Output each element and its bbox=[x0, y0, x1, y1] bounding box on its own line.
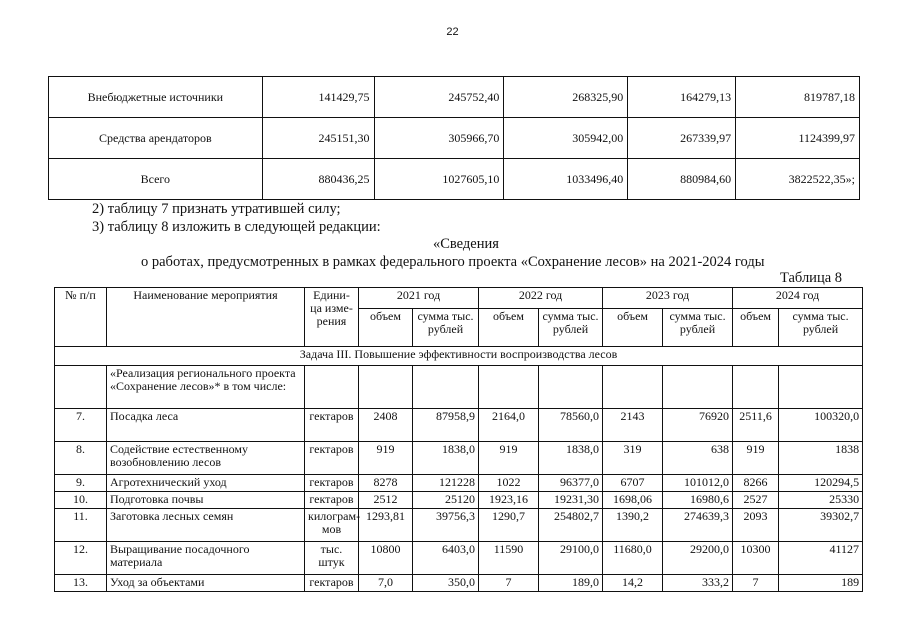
row-name: Подготовка почвы bbox=[107, 492, 305, 509]
row-sum: 1838 bbox=[779, 442, 863, 475]
funding-value: 880436,25 bbox=[262, 159, 374, 200]
row-volume: 2527 bbox=[733, 492, 779, 509]
row-volume: 11680,0 bbox=[603, 542, 663, 575]
row-sum: 100320,0 bbox=[779, 409, 863, 442]
funding-value: 245151,30 bbox=[262, 118, 374, 159]
empty-cell bbox=[539, 366, 603, 409]
page-number: 22 bbox=[446, 26, 459, 38]
row-name: Содействие естественному возобновлению лесов bbox=[107, 442, 305, 475]
table-label: Таблица 8 bbox=[780, 270, 843, 286]
row-num: 12. bbox=[55, 542, 107, 575]
row-sum: 189,0 bbox=[539, 575, 603, 592]
header-volume: объем bbox=[359, 308, 413, 346]
row-sum: 39756,3 bbox=[413, 509, 479, 542]
row-sum: 41127 bbox=[779, 542, 863, 575]
row-volume: 2093 bbox=[733, 509, 779, 542]
works-table bbox=[54, 287, 863, 592]
row-volume: 319 bbox=[603, 442, 663, 475]
header-sum: сумма тыс. рублей bbox=[663, 308, 733, 346]
table-title-line2: о работах, предусмотренных в рамках федерального проекта «Сохранение лесов» на 2021-2024 годы bbox=[141, 254, 765, 270]
header-sum: сумма тыс. рублей bbox=[539, 308, 603, 346]
row-volume: 6707 bbox=[603, 475, 663, 492]
row-volume: 1698,06 bbox=[603, 492, 663, 509]
paragraph-table7: 2) таблицу 7 признать утратившей силу; bbox=[92, 201, 341, 217]
row-volume: 1923,16 bbox=[479, 492, 539, 509]
header-year-2022: 2022 год bbox=[479, 288, 603, 309]
row-sum: 638 bbox=[663, 442, 733, 475]
intro-num-cell bbox=[55, 366, 107, 409]
row-unit: тыс. штук bbox=[305, 542, 359, 575]
funding-value: 1124399,97 bbox=[736, 118, 860, 159]
header-volume: объем bbox=[603, 308, 663, 346]
row-num: 13. bbox=[55, 575, 107, 592]
empty-cell bbox=[413, 366, 479, 409]
row-sum: 87958,9 bbox=[413, 409, 479, 442]
empty-cell bbox=[779, 366, 863, 409]
table-row bbox=[55, 492, 863, 509]
table-row bbox=[55, 409, 863, 442]
row-volume: 7 bbox=[479, 575, 539, 592]
row-num: 9. bbox=[55, 475, 107, 492]
funding-label: Всего bbox=[49, 159, 263, 200]
row-unit: гектаров bbox=[305, 409, 359, 442]
row-volume: 919 bbox=[479, 442, 539, 475]
row-name: Заготовка лесных семян bbox=[107, 509, 305, 542]
row-volume: 14,2 bbox=[603, 575, 663, 592]
row-volume: 2512 bbox=[359, 492, 413, 509]
row-num: 10. bbox=[55, 492, 107, 509]
row-volume: 2408 bbox=[359, 409, 413, 442]
row-sum: 39302,7 bbox=[779, 509, 863, 542]
row-sum: 6403,0 bbox=[413, 542, 479, 575]
row-volume: 11590 bbox=[479, 542, 539, 575]
row-volume: 1290,7 bbox=[479, 509, 539, 542]
row-volume: 1022 bbox=[479, 475, 539, 492]
funding-table bbox=[48, 76, 860, 200]
row-sum: 19231,30 bbox=[539, 492, 603, 509]
row-volume: 2164,0 bbox=[479, 409, 539, 442]
header-unit: Едини- ца изме- рения bbox=[305, 288, 359, 347]
section-heading: Задача III. Повышение эффективности воспроизводства лесов bbox=[55, 347, 863, 366]
row-sum: 16980,6 bbox=[663, 492, 733, 509]
row-unit: гектаров bbox=[305, 442, 359, 475]
table-row bbox=[55, 575, 863, 592]
row-num: 8. bbox=[55, 442, 107, 475]
row-sum: 29100,0 bbox=[539, 542, 603, 575]
row-sum: 1838,0 bbox=[413, 442, 479, 475]
row-sum: 274639,3 bbox=[663, 509, 733, 542]
row-volume: 1293,81 bbox=[359, 509, 413, 542]
row-sum: 333,2 bbox=[663, 575, 733, 592]
row-unit: гектаров bbox=[305, 575, 359, 592]
empty-cell bbox=[479, 366, 539, 409]
row-sum: 25120 bbox=[413, 492, 479, 509]
header-volume: объем bbox=[733, 308, 779, 346]
row-num: 11. bbox=[55, 509, 107, 542]
header-name: Наименование мероприятия bbox=[107, 288, 305, 347]
table-row bbox=[55, 475, 863, 492]
row-volume: 10300 bbox=[733, 542, 779, 575]
funding-row bbox=[49, 159, 860, 200]
funding-value: 1033496,40 bbox=[504, 159, 628, 200]
row-volume: 2511,6 bbox=[733, 409, 779, 442]
row-sum: 96377,0 bbox=[539, 475, 603, 492]
table-title-line1: «Сведения bbox=[433, 236, 499, 252]
funding-row bbox=[49, 118, 860, 159]
row-sum: 76920 bbox=[663, 409, 733, 442]
header-sum: сумма тыс. рублей bbox=[779, 308, 863, 346]
header-num: № п/п bbox=[55, 288, 107, 347]
funding-value: 3822522,35»; bbox=[736, 159, 860, 200]
empty-cell bbox=[305, 366, 359, 409]
funding-row bbox=[49, 77, 860, 118]
row-sum: 120294,5 bbox=[779, 475, 863, 492]
row-volume: 10800 bbox=[359, 542, 413, 575]
table-row bbox=[55, 442, 863, 475]
table-row bbox=[55, 509, 863, 542]
row-volume: 7,0 bbox=[359, 575, 413, 592]
row-sum: 25330 bbox=[779, 492, 863, 509]
row-sum: 350,0 bbox=[413, 575, 479, 592]
row-sum: 189 bbox=[779, 575, 863, 592]
header-year-2023: 2023 год bbox=[603, 288, 733, 309]
funding-value: 305966,70 bbox=[374, 118, 504, 159]
funding-label: Средства арендаторов bbox=[49, 118, 263, 159]
funding-value: 305942,00 bbox=[504, 118, 628, 159]
row-unit: гектаров bbox=[305, 475, 359, 492]
row-volume: 919 bbox=[359, 442, 413, 475]
row-unit: килограм- мов bbox=[305, 509, 359, 542]
row-volume: 2143 bbox=[603, 409, 663, 442]
row-volume: 919 bbox=[733, 442, 779, 475]
row-num: 7. bbox=[55, 409, 107, 442]
funding-value: 268325,90 bbox=[504, 77, 628, 118]
funding-label: Внебюджетные источники bbox=[49, 77, 263, 118]
row-sum: 254802,7 bbox=[539, 509, 603, 542]
empty-cell bbox=[359, 366, 413, 409]
funding-value: 164279,13 bbox=[628, 77, 736, 118]
empty-cell bbox=[663, 366, 733, 409]
row-unit: гектаров bbox=[305, 492, 359, 509]
row-volume: 7 bbox=[733, 575, 779, 592]
funding-value: 141429,75 bbox=[262, 77, 374, 118]
row-volume: 1390,2 bbox=[603, 509, 663, 542]
empty-cell bbox=[733, 366, 779, 409]
row-name: Выращивание посадочного материала bbox=[107, 542, 305, 575]
row-volume: 8278 bbox=[359, 475, 413, 492]
funding-value: 245752,40 bbox=[374, 77, 504, 118]
row-sum: 78560,0 bbox=[539, 409, 603, 442]
funding-value: 880984,60 bbox=[628, 159, 736, 200]
row-name: Агротехнический уход bbox=[107, 475, 305, 492]
row-sum: 101012,0 bbox=[663, 475, 733, 492]
row-sum: 29200,0 bbox=[663, 542, 733, 575]
header-year-2024: 2024 год bbox=[733, 288, 863, 309]
funding-value: 819787,18 bbox=[736, 77, 860, 118]
row-name: Посадка леса bbox=[107, 409, 305, 442]
funding-value: 267339,97 bbox=[628, 118, 736, 159]
row-name: Уход за объектами bbox=[107, 575, 305, 592]
funding-value: 1027605,10 bbox=[374, 159, 504, 200]
paragraph-table8: 3) таблицу 8 изложить в следующей редакции: bbox=[92, 219, 381, 235]
intro-text: «Реализация регионального проекта «Сохранение лесов»* в том числе: bbox=[107, 366, 305, 409]
empty-cell bbox=[603, 366, 663, 409]
header-volume: объем bbox=[479, 308, 539, 346]
row-volume: 8266 bbox=[733, 475, 779, 492]
table-row bbox=[55, 542, 863, 575]
header-year-2021: 2021 год bbox=[359, 288, 479, 309]
row-sum: 121228 bbox=[413, 475, 479, 492]
row-sum: 1838,0 bbox=[539, 442, 603, 475]
header-sum: сумма тыс. рублей bbox=[413, 308, 479, 346]
